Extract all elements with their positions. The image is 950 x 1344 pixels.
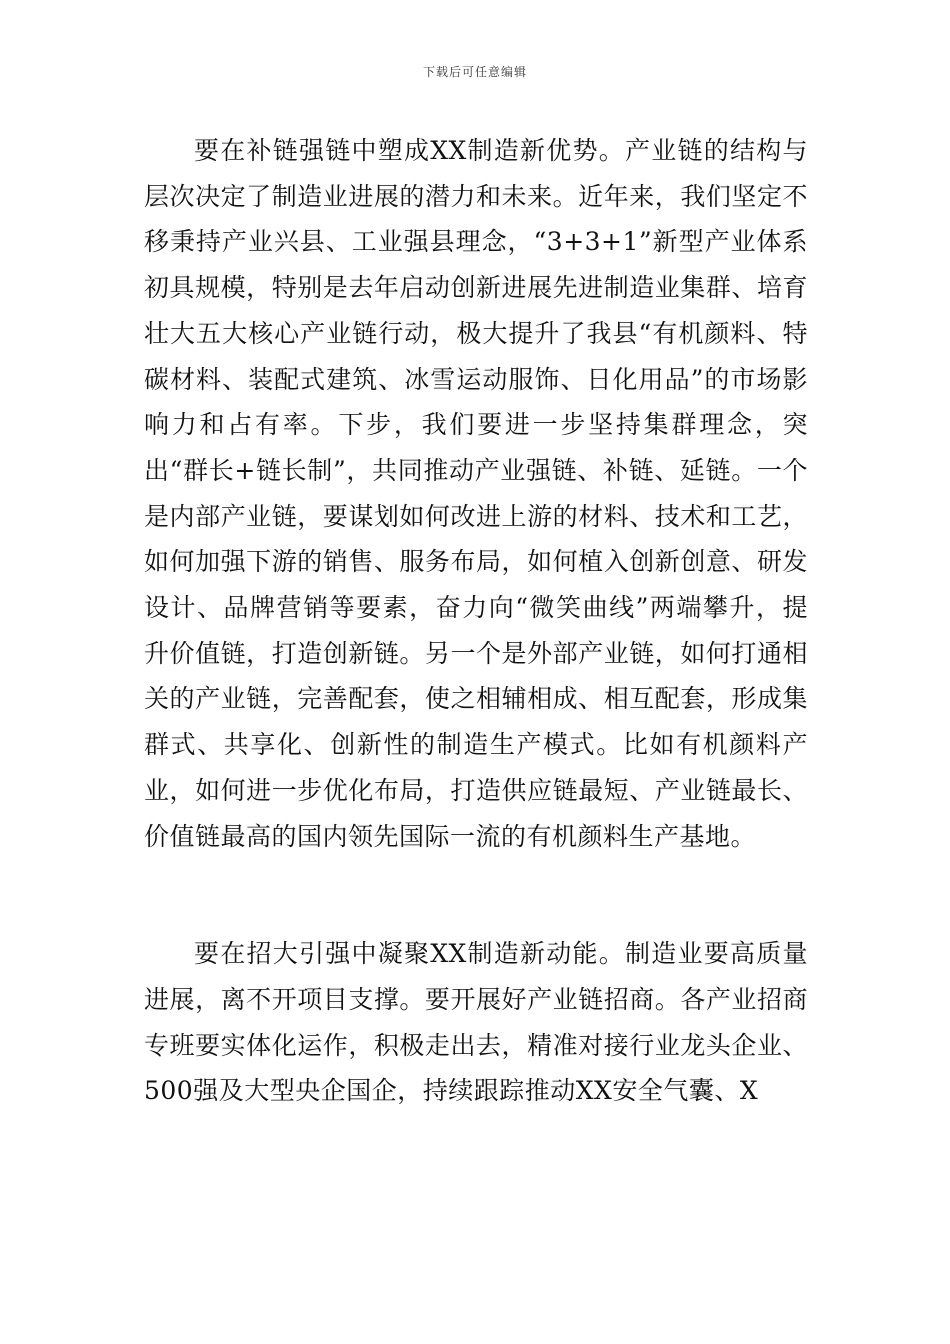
document-body bbox=[144, 128, 808, 1114]
paragraph-investment: 要在招大引强中凝聚XX制造新动能。制造业要高质量进展，离不开项目支撑。要开展好产业链招商。各产业招商专班要实体化运作，积极走出去，精准对接行业龙头企业、500强及大型央企国企，持续跟踪推动XX安全气囊、X bbox=[144, 939, 808, 1106]
header-note: 下载后可任意编辑 bbox=[422, 65, 527, 79]
paragraph-spacer bbox=[144, 859, 808, 931]
paragraph-supply-chain: 要在补链强链中塑成XX制造新优势。产业链的结构与层次决定了制造业进展的潜力和未来。近年来，我们坚定不移秉持产业兴县、工业强县理念，“3+3+1”新型产业体系初具规模，特别是去年启动创新进展先进制造业集群、培育壮大五大核心产业链行动，极大提升了我县“有机颜料、特碳材料、装配式建筑、冰雪运动服饰、日化用品”的市场影响力和占有率。下步，我们要进一步坚持集群理念，突出“群长+链长制”，共同推动产业强链、补链、延链。一个是内部产业链，要谋划如何改进上游的材料、技术和工艺，如何加强下游的销售、服务布局，如何植入创新创意、研发设计、品牌营销等要素，奋力向“微笑曲线”两端攀升，提升价值链，打造创新链。另一个是外部产业链，如何打通相关的产业链，完善配套，使之相辅相成、相互配套，形成集群式、共享化、创新性的制造生产模式。比如有机颜料产业，如何进一步优化布局，打造供应链最短、产业链最长、价值链最高的国内领先国际一流的有机颜料生产基地。 bbox=[144, 136, 808, 851]
